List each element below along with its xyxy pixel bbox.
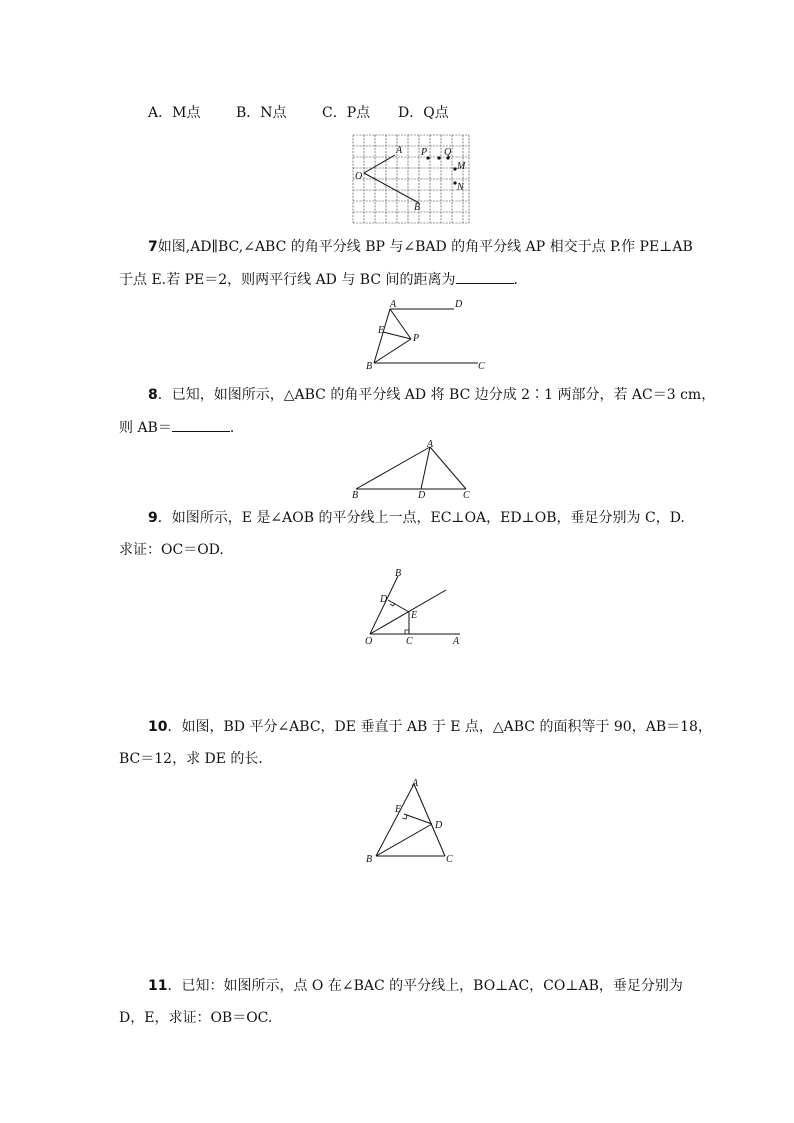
label-q: Q bbox=[444, 147, 452, 158]
option-a: A．M点 bbox=[148, 105, 201, 121]
q10-line2 bbox=[119, 750, 272, 768]
label-b: B bbox=[366, 854, 373, 864]
q10-text2: BC＝12，求 DE 的长． bbox=[119, 751, 273, 767]
label-o: O bbox=[365, 636, 373, 647]
label-p: P bbox=[421, 147, 428, 158]
q8-number: 8 bbox=[148, 387, 158, 403]
label-b: B bbox=[352, 490, 359, 501]
ray-ob bbox=[364, 173, 419, 203]
label-c: C bbox=[478, 361, 485, 371]
q11-line2 bbox=[119, 1009, 272, 1027]
q9-figure bbox=[360, 564, 464, 652]
q11-number: 11 bbox=[148, 978, 168, 994]
label-e: E bbox=[395, 804, 402, 815]
q7-number: 7 bbox=[148, 239, 158, 255]
q7-blank[interactable] bbox=[456, 271, 514, 284]
label-c: C bbox=[406, 636, 413, 647]
grid-figure bbox=[351, 133, 471, 229]
q8-text2: 则 AB＝ bbox=[119, 420, 172, 436]
q7-text2: 于点 E.若 PE＝2，则两平行线 AD 与 BC 间的距离为 bbox=[119, 272, 456, 288]
label-e: E bbox=[411, 610, 418, 621]
label-a: A bbox=[396, 145, 403, 156]
label-a: A bbox=[390, 299, 397, 310]
label-a: A bbox=[453, 636, 460, 647]
q9-line1 bbox=[148, 509, 685, 527]
label-a: A bbox=[427, 439, 434, 450]
label-d: D bbox=[418, 490, 426, 501]
label-p: P bbox=[413, 333, 420, 344]
label-b: B bbox=[366, 361, 373, 371]
q10-text1: ．如图，BD 平分∠ABC，DE 垂直于 AB 于 E 点，△ABC 的面积等于 90，AB＝18， bbox=[167, 719, 712, 735]
label-b: B bbox=[414, 202, 421, 213]
label-d: D bbox=[380, 594, 388, 605]
label-d: D bbox=[455, 299, 463, 310]
q9-number: 9 bbox=[148, 510, 158, 526]
label-c: C bbox=[446, 854, 453, 864]
q7-text1: 如图,AD∥BC,∠ABC 的角平分线 BP 与∠BAD 的角平分线 AP 相交于点 P.作 PE⊥AB bbox=[157, 239, 693, 255]
q8-blank[interactable] bbox=[172, 419, 230, 432]
q8-figure bbox=[348, 437, 478, 505]
q10-number: 10 bbox=[148, 719, 168, 735]
label-n: N bbox=[457, 182, 464, 193]
label-e: E bbox=[378, 325, 385, 336]
label-b: B bbox=[395, 568, 402, 579]
q10-line1 bbox=[148, 718, 712, 736]
label-a: A bbox=[412, 778, 419, 789]
q11-text2: D，E，求证：OB＝OC. bbox=[119, 1010, 273, 1026]
q9-text2: 求证：OC＝OD. bbox=[119, 542, 224, 558]
option-c: C．P点 bbox=[322, 105, 371, 121]
q7-figure bbox=[364, 297, 494, 375]
label-m: M bbox=[457, 161, 466, 172]
option-d: D．Q点 bbox=[398, 105, 449, 121]
label-d: D bbox=[435, 820, 443, 831]
label-c: C bbox=[463, 490, 470, 501]
option-b: B．N点 bbox=[236, 105, 287, 121]
q11-text1: ．已知：如图所示，点 O 在∠BAC 的平分线上，BO⊥AC，CO⊥AB，垂足分别为 bbox=[167, 978, 683, 994]
q10-figure bbox=[362, 776, 462, 868]
q7-line1 bbox=[148, 238, 693, 256]
q11-line1 bbox=[148, 977, 683, 995]
q7-line2: 于点 E.若 PE＝2，则两平行线 AD 与 BC 间的距离为 ． bbox=[119, 272, 528, 288]
ray-oa bbox=[364, 155, 395, 173]
q9-text1: ．如图所示，E 是∠AOB 的平分线上一点，EC⊥OA，ED⊥OB，垂足分别为 C，D. bbox=[157, 510, 685, 526]
label-o: O bbox=[355, 171, 363, 182]
q8-line2: 则 AB＝ ． bbox=[119, 420, 244, 436]
q9-line2 bbox=[119, 541, 224, 559]
q8-text1: ．已知，如图所示，△ABC 的角平分线 AD 将 BC 边分成 2∶1 两部分，若 AC＝3 cm， bbox=[157, 387, 716, 403]
q8-line1 bbox=[148, 386, 715, 404]
